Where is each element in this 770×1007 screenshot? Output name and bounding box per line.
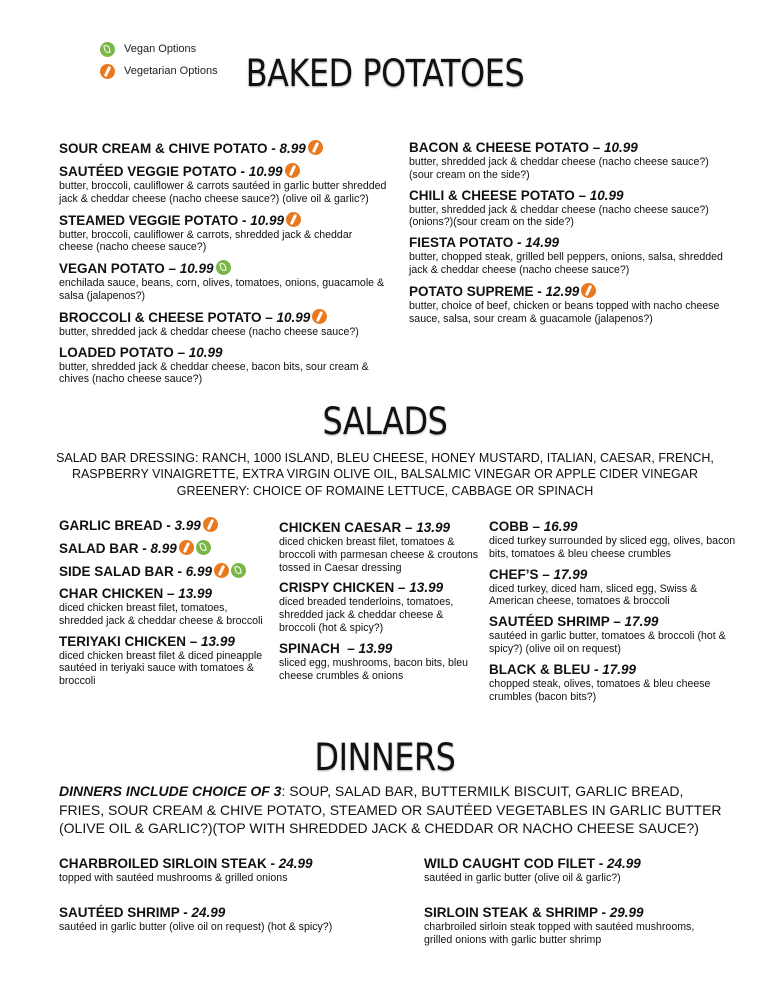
menu-item-sauteed-shrimp bbox=[489, 614, 744, 656]
price-separator: – bbox=[186, 633, 202, 649]
item-price: 10.99 bbox=[179, 261, 214, 277]
menu-item-name-line bbox=[409, 140, 724, 156]
salads-title: SALADS bbox=[322, 400, 448, 443]
price-separator: – bbox=[394, 580, 410, 596]
menu-item-name-line bbox=[489, 519, 744, 535]
menu-item-name-line bbox=[59, 586, 269, 602]
carrot-icon bbox=[214, 563, 229, 578]
dinners-left-column bbox=[59, 856, 389, 954]
menu-item-side-salad-bar bbox=[59, 563, 269, 580]
dinners-title: DINNERS bbox=[314, 736, 456, 779]
price-separator: - bbox=[179, 904, 192, 920]
price-separator: - bbox=[138, 541, 151, 556]
salad-greenery: GREENERY: CHOICE OF ROMAINE LETTUCE, CABBAGE OR SPINACH bbox=[176, 484, 594, 498]
item-description: topped with sautéed mushrooms & grilled onions bbox=[59, 872, 288, 884]
menu-item-name-line bbox=[409, 283, 724, 300]
menu-item-black-bleu bbox=[489, 662, 744, 704]
item-price: 14.99 bbox=[525, 235, 560, 251]
item-name: BACON & CHEESE POTATO bbox=[409, 140, 590, 155]
menu-item-name-line bbox=[279, 641, 479, 657]
item-price: 17.99 bbox=[602, 661, 637, 677]
item-price: 10.99 bbox=[250, 212, 285, 228]
item-price: 16.99 bbox=[543, 519, 578, 534]
item-description: butter, shredded jack & cheddar cheese (nacho cheese sauce?) (onions?)(sour cream on the side?) bbox=[409, 203, 709, 229]
item-price: 24.99 bbox=[278, 856, 313, 871]
menu-item-chef-s bbox=[489, 567, 744, 609]
price-separator: - bbox=[513, 235, 526, 251]
item-name: VEGAN POTATO bbox=[59, 261, 165, 277]
item-description: diced turkey surrounded by sliced egg, olives, bacon bits, tomatoes & bleu cheese crumbles bbox=[489, 535, 736, 560]
item-price: 13.99 bbox=[416, 520, 451, 535]
baked-potatoes-title: BAKED POTATOES bbox=[245, 52, 525, 95]
menu-item-name-line bbox=[489, 662, 744, 678]
item-name: CRISPY CHICKEN bbox=[279, 580, 395, 596]
menu-item-name-line bbox=[59, 345, 389, 361]
item-price: 29.99 bbox=[609, 904, 644, 920]
price-separator: – bbox=[173, 344, 189, 360]
leaf-icon bbox=[196, 540, 211, 555]
item-price: 8.99 bbox=[150, 541, 177, 556]
leaf-icon bbox=[231, 563, 246, 578]
item-description: diced chicken breast filet & diced pineapple sautéed in teriyaki sauce with tomatoes & broccoli bbox=[59, 649, 263, 688]
price-separator: - bbox=[594, 856, 607, 871]
price-separator: – bbox=[164, 261, 180, 277]
item-description: charbroiled sirloin steak topped with sautéed mushrooms, grilled onions with garlic butter shrimp bbox=[424, 920, 695, 946]
item-description: sautéed in garlic butter (olive oil & garlic?) bbox=[424, 872, 621, 884]
item-name: SAUTÉED SHRIMP bbox=[59, 904, 180, 920]
menu-item-bacon-cheese-potato bbox=[409, 140, 724, 182]
menu-item-name-line bbox=[59, 163, 389, 180]
menu-item-name-line bbox=[59, 517, 269, 534]
menu-item-sour-cream-chive-potato bbox=[59, 140, 389, 157]
price-separator: – bbox=[401, 520, 417, 535]
price-separator: - bbox=[266, 856, 279, 871]
item-name: GARLIC BREAD bbox=[59, 518, 163, 533]
menu-item-name-line bbox=[59, 540, 269, 557]
item-name: CHEF’S bbox=[489, 566, 539, 582]
menu-item-name-line bbox=[59, 856, 389, 872]
item-description: butter, choice of beef, chicken or beans topped with nacho cheese sauce, salsa, sour cream & guacamole (jalapenos?) bbox=[409, 299, 720, 325]
item-description: diced chicken breast filet, tomatoes, shredded jack & cheddar cheese & broccoli bbox=[59, 602, 263, 627]
item-price: 12.99 bbox=[545, 283, 580, 299]
item-name: SAUTÉED VEGGIE POTATO bbox=[59, 164, 237, 179]
item-description: butter, broccoli, cauliflower & carrots sautéed in garlic butter shredded jack & cheddar cheese (nacho cheese sauce?) (olive oil & garlic?) bbox=[59, 180, 387, 205]
menu-item-sirloin-steak-shrimp bbox=[424, 905, 724, 947]
price-separator: – bbox=[339, 640, 359, 656]
salad-dressing-line-2: RASPBERRY VINAIGRETTE, EXTRA VIRGIN OLIVE OIL, BALSALMIC VINEGAR OR APPLE CIDER VINEGAR bbox=[71, 467, 699, 481]
item-name: SOUR CREAM & CHIVE POTATO bbox=[59, 141, 268, 156]
item-description: enchilada sauce, beans, corn, olives, tomatoes, onions, guacamole & salsa (jalapenos?) bbox=[59, 277, 385, 302]
item-description: diced breaded tenderloins, tomatoes, shredded jack & cheddar cheese & broccoli (hot & spicy?) bbox=[279, 596, 454, 634]
legend-vegan-label: Vegan Options bbox=[124, 43, 197, 55]
item-name: POTATO SUPREME bbox=[409, 283, 534, 299]
menu-item-name-line bbox=[59, 309, 389, 326]
item-description: butter, chopped steak, grilled bell peppers, onions, salsa, shredded jack & cheddar cheese (nacho cheese sauce?) bbox=[409, 251, 723, 276]
item-name: SIRLOIN STEAK & SHRIMP bbox=[424, 904, 598, 920]
price-separator: - bbox=[173, 564, 186, 579]
menu-item-broccoli-cheese-potato bbox=[59, 309, 389, 339]
menu-item-sauteed-veggie-potato bbox=[59, 163, 389, 206]
menu-item-name-line bbox=[59, 212, 389, 229]
item-name: SPINACH bbox=[279, 640, 340, 656]
menu-item-name-line bbox=[489, 614, 744, 630]
menu-item-loaded-potato bbox=[59, 345, 389, 387]
item-name: SIDE SALAD BAR bbox=[59, 564, 174, 579]
menu-item-teriyaki-chicken bbox=[59, 634, 269, 688]
menu-item-garlic-bread bbox=[59, 517, 269, 534]
salad-dressing-line-1: SALAD BAR DRESSING: RANCH, 1000 ISLAND, BLEU CHEESE, HONEY MUSTARD, ITALIAN, CAESAR, FRENCH, bbox=[56, 451, 714, 465]
item-name: TERIYAKI CHICKEN bbox=[59, 633, 187, 649]
menu-item-name-line bbox=[59, 260, 389, 277]
item-name: BLACK & BLEU bbox=[489, 661, 591, 677]
item-name: SALAD BAR bbox=[59, 541, 139, 556]
item-price: 6.99 bbox=[185, 564, 213, 579]
menu-item-name-line bbox=[409, 235, 724, 251]
item-description: chopped steak, olives, tomatoes & bleu cheese crumbles (bacon bits?) bbox=[489, 677, 711, 703]
item-name: BROCCOLI & CHEESE POTATO bbox=[59, 309, 262, 325]
carrot-icon bbox=[581, 283, 596, 298]
item-price: 10.99 bbox=[589, 187, 624, 203]
carrot-icon bbox=[286, 212, 301, 227]
menu-item-spinach bbox=[279, 641, 479, 683]
item-price: 10.99 bbox=[604, 140, 638, 155]
item-description: butter, shredded jack & cheddar cheese (nacho cheese sauce?) (sour cream on the side?) bbox=[409, 156, 709, 181]
menu-item-vegan-potato bbox=[59, 260, 389, 303]
item-name: CHICKEN CAESAR bbox=[279, 520, 402, 535]
leaf-icon bbox=[216, 260, 231, 275]
item-name: STEAMED VEGGIE POTATO bbox=[59, 212, 239, 228]
menu-item-name-line bbox=[279, 580, 479, 596]
price-separator: – bbox=[528, 519, 544, 534]
dinners-include-lead: DINNERS INCLUDE CHOICE OF 3 bbox=[59, 783, 282, 799]
carrot-icon bbox=[203, 517, 218, 532]
item-description: diced chicken breast filet, tomatoes & broccoli with parmesan cheese & croutons tossed in Caesar dressing bbox=[279, 536, 479, 574]
menu-item-name-line bbox=[424, 905, 724, 921]
menu-item-potato-supreme bbox=[409, 283, 724, 326]
price-separator: – bbox=[163, 586, 179, 601]
price-separator: - bbox=[533, 283, 546, 299]
item-price: 3.99 bbox=[174, 518, 201, 533]
dinners-right-column bbox=[424, 856, 724, 966]
item-description: butter, shredded jack & cheddar cheese, bacon bits, sour cream & chives (nacho cheese sauce?) bbox=[59, 360, 369, 386]
menu-item-sauteed-shrimp bbox=[59, 905, 389, 934]
menu-item-name-line bbox=[424, 856, 724, 872]
menu-item-crispy-chicken bbox=[279, 580, 479, 634]
price-separator: – bbox=[261, 309, 277, 325]
item-description: diced turkey, diced ham, sliced egg, Swiss & American cheese, tomatoes & broccoli bbox=[489, 582, 698, 608]
item-price: 13.99 bbox=[358, 640, 393, 656]
item-price: 10.99 bbox=[276, 309, 311, 325]
menu-item-name-line bbox=[59, 905, 389, 921]
menu-item-cobb bbox=[489, 519, 744, 561]
item-name: CHAR CHICKEN bbox=[59, 586, 164, 601]
salads-column-1 bbox=[59, 517, 269, 694]
price-separator: – bbox=[574, 187, 590, 203]
legend-vegetarian-label: Vegetarian Options bbox=[124, 65, 218, 77]
menu-item-name-line bbox=[59, 563, 269, 580]
price-separator: - bbox=[597, 904, 610, 920]
baked-right-column bbox=[409, 140, 724, 331]
carrot-icon bbox=[308, 140, 323, 155]
item-price: 8.99 bbox=[279, 141, 306, 156]
item-name: CHARBROILED SIRLOIN STEAK bbox=[59, 856, 267, 871]
price-separator: - bbox=[162, 518, 175, 533]
price-separator: - bbox=[238, 212, 251, 228]
menu-item-charbroiled-sirloin-steak bbox=[59, 856, 389, 885]
item-description: butter, shredded jack & cheddar cheese (nacho cheese sauce?) bbox=[59, 325, 359, 338]
menu-item-chili-cheese-potato bbox=[409, 188, 724, 230]
dinners-include-rest: : SOUP, SALAD BAR, BUTTERMILK BISCUIT, GARLIC BREAD, FRIES, SOUR CREAM & CHIVE POTATO, STEAMED OR SAUTÉED VEGETABLES IN GARLIC BUTTER (OLIVE OIL & GARLIC?)(TOP WITH SHREDDED JACK & CHEDDAR OR NACHO CHEESE SAUCE?) bbox=[59, 783, 722, 836]
price-separator: - bbox=[236, 164, 249, 179]
item-name: WILD CAUGHT COD FILET bbox=[424, 856, 595, 871]
menu-item-name-line bbox=[279, 520, 479, 536]
item-description: sautéed in garlic butter (olive oil on request) (hot & spicy?) bbox=[59, 920, 333, 933]
item-price: 17.99 bbox=[624, 614, 659, 630]
item-name: COBB bbox=[489, 519, 529, 534]
item-name: FIESTA POTATO bbox=[409, 235, 514, 251]
menu-item-name-line bbox=[489, 567, 744, 583]
dinners-include-note bbox=[59, 782, 729, 838]
price-separator: – bbox=[538, 566, 554, 582]
item-description: sautéed in garlic butter, tomatoes & broccoli (hot & spicy?) (olive oil on request) bbox=[489, 630, 726, 655]
menu-item-name-line bbox=[59, 140, 389, 157]
menu-item-name-line bbox=[59, 634, 269, 650]
salads-column-2 bbox=[279, 520, 479, 688]
menu-item-char-chicken bbox=[59, 586, 269, 628]
menu-item-chicken-caesar bbox=[279, 520, 479, 574]
item-price: 10.99 bbox=[188, 344, 223, 360]
price-separator: – bbox=[589, 140, 605, 155]
menu-item-name-line bbox=[409, 188, 724, 204]
item-name: CHILI & CHEESE POTATO bbox=[409, 187, 575, 203]
item-description: sliced egg, mushrooms, bacon bits, bleu cheese crumbles & onions bbox=[279, 656, 469, 682]
salads-column-3 bbox=[489, 519, 744, 709]
item-name: LOADED POTATO bbox=[59, 344, 174, 360]
item-price: 17.99 bbox=[553, 566, 588, 582]
item-description: butter, broccoli, cauliflower & carrots, shredded jack & cheddar cheese (nacho cheese sauce?) bbox=[59, 228, 353, 254]
menu-item-steamed-veggie-potato bbox=[59, 212, 389, 255]
item-price: 10.99 bbox=[248, 164, 283, 179]
baked-left-column bbox=[59, 140, 389, 392]
menu-item-wild-caught-cod-filet bbox=[424, 856, 724, 885]
item-price: 13.99 bbox=[409, 580, 444, 596]
menu-item-fiesta-potato bbox=[409, 235, 724, 277]
price-separator: – bbox=[609, 614, 625, 630]
item-price: 24.99 bbox=[191, 904, 226, 920]
item-name: SAUTÉED SHRIMP bbox=[489, 614, 610, 630]
carrot-icon bbox=[285, 163, 300, 178]
menu-item-salad-bar bbox=[59, 540, 269, 557]
carrot-icon bbox=[179, 540, 194, 555]
item-price: 13.99 bbox=[201, 633, 235, 649]
price-separator: - bbox=[590, 661, 603, 677]
price-separator: - bbox=[267, 141, 280, 156]
carrot-icon bbox=[312, 309, 327, 324]
item-price: 24.99 bbox=[606, 856, 641, 871]
item-price: 13.99 bbox=[178, 586, 213, 601]
